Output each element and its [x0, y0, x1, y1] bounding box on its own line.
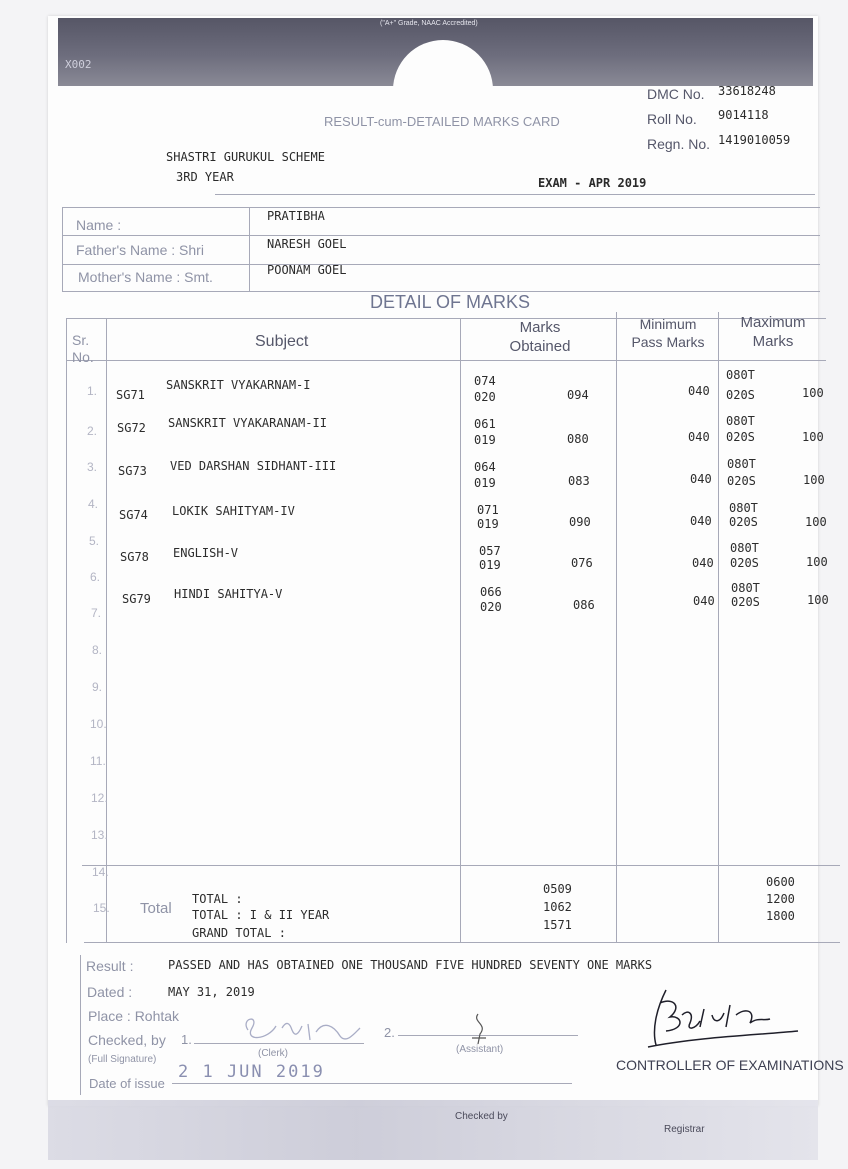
- max-total-year: 1200: [766, 892, 795, 906]
- full-signature-label: (Full Signature): [88, 1054, 157, 1065]
- rule-col-subject: [460, 318, 461, 943]
- rule-col-sr: [106, 318, 107, 943]
- obtained-total: 0509: [543, 882, 572, 896]
- row-sr: 2.: [87, 424, 98, 438]
- min-pass-marks: 040: [688, 384, 710, 398]
- max-total: 100: [802, 430, 824, 444]
- checker-2-index: 2.: [384, 1025, 395, 1040]
- card-title: RESULT-cum-DETAILED MARKS CARD: [324, 114, 560, 129]
- total-marks: 080: [567, 432, 589, 446]
- dmc-number: 33618248: [718, 84, 776, 98]
- subject-code: SG72: [117, 421, 146, 435]
- mother-name: POONAM GOEL: [267, 263, 347, 277]
- date-of-issue-stamp: 2 1 JUN 2019: [178, 1062, 325, 1082]
- max-theory: 080T: [726, 414, 755, 428]
- marks-table: [66, 310, 840, 950]
- rule-col-min: [718, 312, 719, 942]
- max-total: 100: [806, 555, 828, 569]
- max-sessional: 020S: [729, 515, 758, 529]
- subject-name: ENGLISH-V: [173, 546, 239, 560]
- total-marks: 083: [568, 474, 590, 488]
- max-sessional: 020S: [730, 556, 759, 570]
- max-theory: 080T: [731, 581, 760, 595]
- theory-marks: 064: [474, 460, 496, 474]
- row-sr-empty: 14.: [92, 865, 109, 879]
- stamp-registrar-text: Registrar: [664, 1124, 705, 1135]
- scheme-name: SHASTRI GURUKUL SCHEME: [166, 150, 325, 164]
- max-total: 100: [805, 515, 827, 529]
- year-text: 3RD YEAR: [176, 170, 234, 184]
- row-sr: 5.: [89, 534, 100, 548]
- rule-table-bottom: [84, 942, 840, 943]
- header-rule: [215, 194, 815, 195]
- row-sr: 4.: [88, 497, 99, 511]
- obtained-total-year: 1062: [543, 900, 572, 914]
- result-text: PASSED AND HAS OBTAINED ONE THOUSAND FIVE HUNDRED SEVENTY ONE MARKS: [168, 958, 653, 972]
- row-sr-empty: 10.: [90, 717, 107, 731]
- name-label: Name :: [76, 217, 122, 233]
- roll-label: Roll No.: [647, 111, 697, 127]
- place-label: Place : Rohtak: [88, 1008, 180, 1024]
- rule-col-obtained: [616, 312, 617, 942]
- row-sr-empty: 12.: [91, 791, 108, 805]
- footer-rule-left: [80, 955, 81, 1095]
- max-total: 100: [807, 593, 829, 607]
- internal-marks: 020: [474, 390, 496, 404]
- dated-label: Dated :: [87, 984, 133, 1000]
- result-label: Result :: [86, 958, 134, 974]
- max-theory: 080T: [729, 501, 758, 515]
- subject-code: SG78: [120, 550, 149, 564]
- theory-marks: 061: [474, 417, 496, 431]
- min-pass-marks: 040: [692, 556, 714, 570]
- col-max-marks: Maximum Marks: [740, 314, 806, 350]
- row-sr: 3.: [87, 460, 98, 474]
- rule-table-top: [66, 318, 826, 319]
- internal-marks: 019: [474, 476, 496, 490]
- max-sessional: 020S: [731, 595, 760, 609]
- row-sr-empty: 11.: [90, 754, 106, 768]
- header-band: [58, 18, 813, 86]
- subject-name: HINDI SAHITYA-V: [174, 587, 283, 601]
- internal-marks: 019: [477, 517, 499, 531]
- controller-label: CONTROLLER OF EXAMINATIONS: [616, 1057, 844, 1073]
- rule-header-bottom: [66, 360, 826, 361]
- col-subject: Subject: [255, 333, 309, 350]
- max-sessional: 020S: [727, 474, 756, 488]
- stamp-checked-text: Checked by: [455, 1111, 508, 1122]
- clerk-label: (Clerk): [258, 1048, 288, 1059]
- father-name: NARESH GOEL: [267, 237, 347, 251]
- max-total: 100: [803, 473, 825, 487]
- row-sr-empty: 8.: [92, 643, 103, 657]
- subject-name: SANSKRIT VYAKARANAM-II: [168, 416, 327, 430]
- student-details: [62, 207, 820, 293]
- max-total-sum: 0600: [766, 875, 795, 889]
- total-marks: 076: [571, 556, 593, 570]
- dmc-label: DMC No.: [647, 86, 705, 102]
- rule-father: [62, 264, 820, 265]
- total-line: TOTAL :: [192, 892, 243, 906]
- max-theory: 080T: [726, 368, 755, 382]
- internal-marks: 019: [474, 433, 496, 447]
- total-marks: 090: [569, 515, 591, 529]
- subject-code: SG74: [119, 508, 148, 522]
- clerk-signature: [238, 1010, 368, 1050]
- header-arch: [393, 40, 493, 110]
- grand-total-label: GRAND TOTAL :: [192, 926, 286, 940]
- subject-code: SG79: [122, 592, 151, 606]
- dated-value: MAY 31, 2019: [168, 985, 255, 999]
- subject-name: VED DARSHAN SIDHANT-III: [170, 459, 337, 473]
- checked-by-label: Checked, by: [88, 1032, 166, 1048]
- rule-left: [62, 207, 63, 291]
- rule-col-left: [66, 318, 67, 943]
- max-grand-total: 1800: [766, 909, 795, 923]
- checker-1-index: 1.: [181, 1032, 192, 1047]
- subject-name: LOKIK SAHITYAM-IV: [172, 504, 295, 518]
- controller-signature: [638, 985, 808, 1060]
- col-sr-no: Sr. No.: [72, 332, 94, 365]
- row-sr: 6.: [90, 570, 101, 584]
- col-marks-obtained: Marks Obtained: [509, 319, 571, 355]
- min-pass-marks: 040: [690, 514, 712, 528]
- date-of-issue-label: Date of issue: [89, 1076, 165, 1091]
- total-line: TOTAL : I & II YEAR: [192, 908, 330, 922]
- mother-label: Mother's Name : Smt.: [78, 269, 213, 285]
- date-of-issue-line: [172, 1083, 572, 1084]
- rule-name: [62, 235, 820, 236]
- col-min-pass: Minimum Pass Marks: [631, 316, 705, 350]
- max-sessional: 020S: [726, 388, 755, 402]
- max-sessional: 020S: [726, 430, 755, 444]
- min-pass-marks: 040: [688, 430, 710, 444]
- total-label: Total: [140, 900, 172, 917]
- row-sr-empty: 13.: [91, 828, 108, 842]
- student-name: PRATIBHA: [267, 209, 325, 223]
- rule-top: [62, 207, 820, 208]
- exam-session: EXAM - APR 2019: [538, 176, 647, 190]
- total-marks: 086: [573, 598, 595, 612]
- internal-marks: 020: [480, 600, 502, 614]
- rule-divider: [249, 207, 250, 291]
- max-theory: 080T: [730, 541, 759, 555]
- theory-marks: 071: [477, 503, 499, 517]
- subject-name: SANSKRIT VYAKARNAM-I: [166, 378, 311, 392]
- total-marks: 094: [567, 388, 589, 402]
- min-pass-marks: 040: [693, 594, 715, 608]
- row-sr-empty: 9.: [92, 680, 103, 694]
- assistant-label: (Assistant): [456, 1044, 504, 1055]
- rule-total-top: [82, 865, 840, 866]
- max-theory: 080T: [727, 457, 756, 471]
- internal-marks: 019: [479, 558, 501, 572]
- theory-marks: 074: [474, 374, 496, 388]
- regn-number: 1419010059: [718, 133, 791, 147]
- obtained-grand-total: 1571: [543, 918, 572, 932]
- section-title: DETAIL OF MARKS: [370, 292, 531, 312]
- total-sr: 15.: [93, 901, 110, 915]
- father-label: Father's Name : Shri: [76, 242, 204, 258]
- max-total: 100: [802, 386, 824, 400]
- min-pass-marks: 040: [690, 472, 712, 486]
- theory-marks: 057: [479, 544, 501, 558]
- roll-number: 9014118: [718, 108, 769, 122]
- row-sr: 1.: [87, 384, 98, 398]
- row-sr-empty: 7.: [91, 606, 102, 620]
- theory-marks: 066: [480, 585, 502, 599]
- assistant-signature: [460, 1010, 500, 1050]
- subject-code: SG71: [116, 388, 145, 402]
- document-code: X002: [65, 58, 92, 71]
- regn-label: Regn. No.: [647, 136, 711, 152]
- accreditation-text: ("A+" Grade, NAAC Accredited): [380, 20, 478, 27]
- subject-code: SG73: [118, 464, 147, 478]
